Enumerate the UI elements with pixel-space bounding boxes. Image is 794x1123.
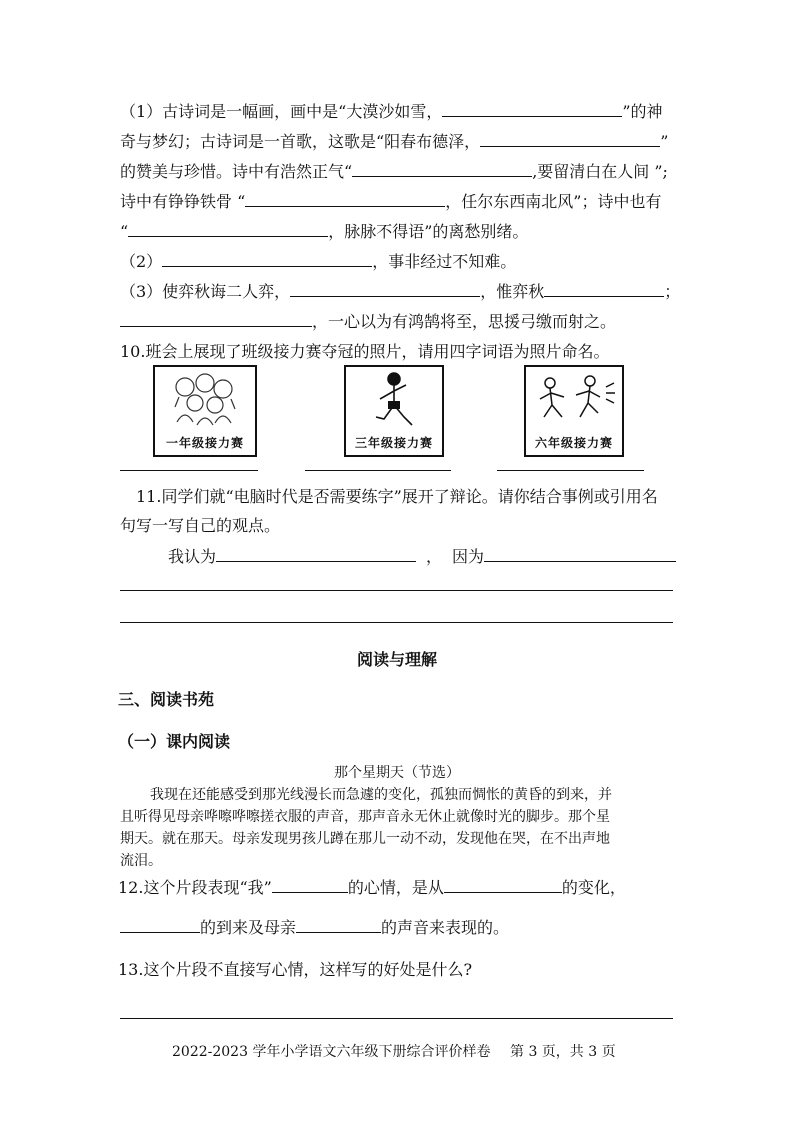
q9-p1-line5: “ ，脉脉不得语”的离愁别绪。 xyxy=(120,222,529,241)
q9-p3-line2: ，一心以为有鸿鹄将至，思援弓缴而射之。 xyxy=(120,310,616,334)
answer-line[interactable] xyxy=(120,1018,673,1019)
answer-blank[interactable] xyxy=(484,545,676,562)
q13-prompt: 13.这个片段不直接写心情，这样写的好处是什么? xyxy=(118,960,473,979)
passage-line: 我现在还能感受到那光线漫长而急遽的变化，孤独而惆怅的黄昏的到来，并 xyxy=(150,787,612,803)
q11-prompt-line1: 11.同学们就“电脑时代是否需要练字”展开了辩论。请你结合事例或引用名 xyxy=(136,487,658,506)
q9-p1-line3: 的赞美与珍惜。诗中有浩然正气“ ,要留清白在人间 ”; xyxy=(120,162,668,181)
answer-blank[interactable] xyxy=(442,100,622,117)
picture-caption: 一年级接力赛 xyxy=(165,436,244,450)
q9-p1-line4: 诗中有铮铮铁骨 “ ，任尔东西南北风”；诗中也有 xyxy=(120,192,662,211)
answer-blank[interactable] xyxy=(245,190,445,207)
answer-line[interactable] xyxy=(497,470,644,471)
q10-prompt: 10.班会上展现了班级接力赛夺冠的照片，请用四字词语为照片命名。 xyxy=(120,342,610,361)
passage-line: 期天。就在那天。母亲发现男孩儿蹲在那儿一动不动，发现他在哭，在不出声地 xyxy=(120,831,610,847)
footer-title: 2022-2023 学年小学语文六年级下册综合评价样卷 xyxy=(172,1044,491,1060)
picture-caption: 六年级接力赛 xyxy=(534,436,613,450)
answer-blank[interactable] xyxy=(216,545,416,562)
answer-blank[interactable] xyxy=(444,876,562,893)
answer-blank[interactable] xyxy=(352,160,532,177)
q11-opinion: 我认为 ， 因为 xyxy=(168,545,676,569)
picture-grade3 xyxy=(344,365,444,457)
answer-blank[interactable] xyxy=(544,280,664,297)
answer-line[interactable] xyxy=(120,590,673,591)
q12-line1: 12.这个片段表现“我” 的心情，是从 的变化， xyxy=(118,878,626,897)
picture-grade6 xyxy=(524,365,624,457)
passage-title: 那个星期天（节选） xyxy=(334,765,460,781)
answer-line[interactable] xyxy=(305,470,451,471)
answer-blank[interactable] xyxy=(120,916,200,933)
q9-p3-line1: （3）使弈秋诲二人弈， ，惟弈秋 ； xyxy=(120,282,681,301)
q12-line2: 的到来及母亲 的声音来表现的。 xyxy=(120,916,509,940)
running-boy-icon xyxy=(346,367,442,437)
q9-p2: （2） ，事非经过不知难。 xyxy=(120,252,517,271)
sub-heading: （一）课内阅读 xyxy=(118,732,231,751)
answer-blank[interactable] xyxy=(480,130,660,147)
children-group-icon xyxy=(155,367,255,437)
q9-p1-line2: 奇与梦幻；古诗词是一首歌，这歌是“阳春布德泽， ” xyxy=(120,132,669,151)
passage-line: 流泪。 xyxy=(120,853,162,869)
picture-grade1 xyxy=(153,365,257,457)
answer-line[interactable] xyxy=(120,470,258,471)
answer-blank[interactable] xyxy=(162,250,372,267)
part-heading: 三、阅读书苑 xyxy=(118,690,215,709)
q11-prompt-line2: 句写一写自己的观点。 xyxy=(120,516,281,535)
page-number: 第 3 页，共 3 页 xyxy=(510,1044,616,1060)
answer-blank[interactable] xyxy=(272,876,348,893)
q9-p1-line1: （1）古诗词是一幅画，画中是“大漠沙如雪， ”的神 xyxy=(120,102,663,121)
picture-caption: 三年级接力赛 xyxy=(354,436,433,450)
answer-blank[interactable] xyxy=(128,220,328,237)
answer-blank[interactable] xyxy=(290,280,480,297)
passage-line: 且听得见母亲哗嚓哗嚓搓衣服的声音，那声音永无休止就像时光的脚步。那个星 xyxy=(120,809,610,825)
relay-runners-icon xyxy=(526,367,622,437)
answer-blank[interactable] xyxy=(120,310,312,327)
section-heading: 阅读与理解 xyxy=(356,650,437,669)
answer-line[interactable] xyxy=(120,622,673,623)
answer-blank[interactable] xyxy=(296,916,381,933)
